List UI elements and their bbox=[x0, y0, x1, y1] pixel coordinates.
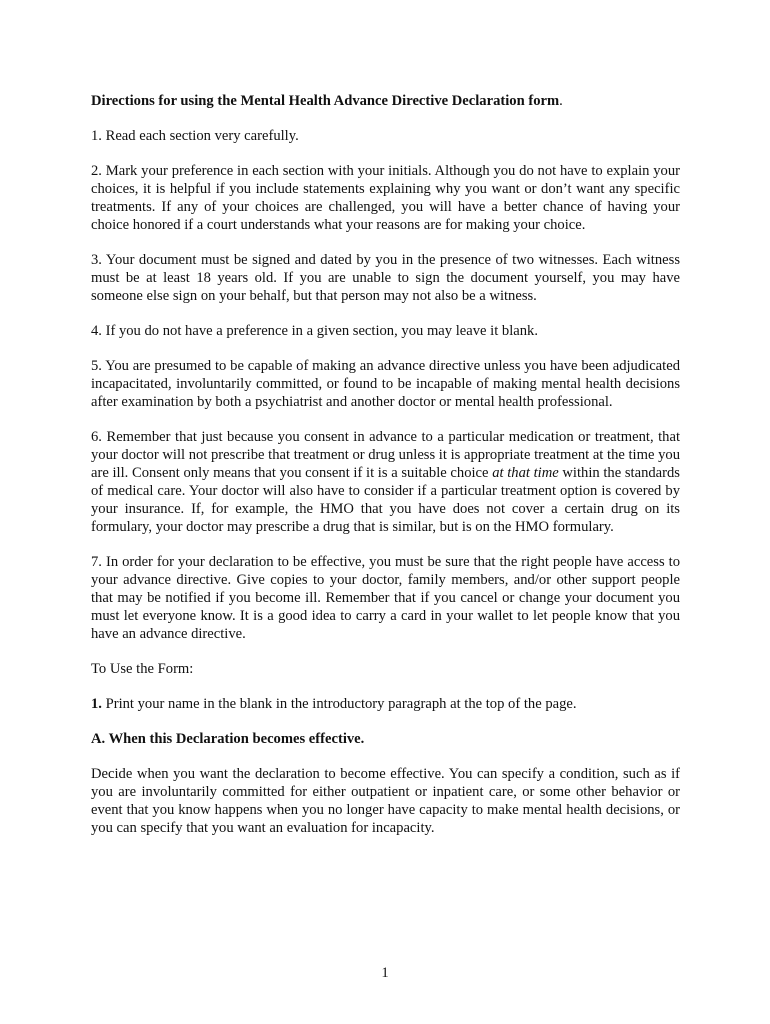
document-body bbox=[91, 92, 680, 854]
direction-item-6-part1: 6. Remember that just because you consent in advance to a particular medication or treatment, that your doctor will not prescribe that treatment or drug unless it is appropriate treatment at the time you are ill. Consent only means that you consent if it is a suitable choice bbox=[91, 429, 680, 481]
direction-item-3: 3. Your document must be signed and dated by you in the presence of two witnesses. Each witness must be at least 18 years old. If you are unable to sign the document yourself, you may have someone else sign on your behalf, but that person may not also be a witness. bbox=[91, 252, 680, 304]
heading-period: . bbox=[559, 93, 563, 109]
direction-item-6-part2: within the standards of medical care. Your doctor will also have to consider if a particular treatment option is covered by your insurance. If, for example, the HMO that you have does not cover a certain drug on its formulary, your doctor may prescribe a drug that is similar, but is on the HMO formulary. bbox=[91, 465, 680, 535]
direction-item-6-emphasis: at that time bbox=[492, 465, 559, 481]
form-use-intro: To Use the Form: bbox=[91, 661, 194, 677]
direction-item-4: 4. If you do not have a preference in a given section, you may leave it blank. bbox=[91, 323, 538, 339]
form-step-1-text: Print your name in the blank in the introductory paragraph at the top of the page. bbox=[101, 696, 577, 712]
form-step-1-number: 1. bbox=[91, 696, 102, 712]
section-a-title: A. When this Declaration becomes effective. bbox=[91, 731, 365, 747]
section-a-text: Decide when you want the declaration to become effective. You can specify a condition, such as if you are involuntarily committed for either outpatient or inpatient care, or some other behavior or event that you know happens when you no longer have capacity to make mental health decisions, or you can specify that you want an evaluation for incapacity. bbox=[91, 766, 680, 836]
direction-item-7: 7. In order for your declaration to be effective, you must be sure that the right people have access to your advance directive. Give copies to your doctor, family members, and/or other support people that may be notified if you become ill. Remember that if you cancel or change your document you must let everyone know. It is a good idea to carry a card in your wallet to let people know that you have an advance directive. bbox=[91, 554, 680, 642]
heading-title: Directions for using the Mental Health Advance Directive Declaration form bbox=[91, 93, 560, 109]
direction-item-6 bbox=[91, 428, 680, 536]
direction-item-2: 2. Mark your preference in each section with your initials. Although you do not have to explain your choices, it is helpful if you include statements explaining why you want or don’t want any specific treatments. If any of your choices are challenged, you will have a better chance of having your choice honored if a court understands what your reasons are for making your choice. bbox=[91, 163, 680, 233]
direction-item-5: 5. You are presumed to be capable of making an advance directive unless you have been adjudicated incapacitated, involuntarily committed, or found to be incapable of making mental health decisions after examination by both a psychiatrist and another doctor or mental health professional. bbox=[91, 358, 680, 410]
document-heading bbox=[91, 92, 680, 110]
direction-item-1: 1. Read each section very carefully. bbox=[91, 128, 299, 144]
form-step-1 bbox=[91, 695, 680, 713]
page-number: 1 bbox=[381, 965, 389, 981]
